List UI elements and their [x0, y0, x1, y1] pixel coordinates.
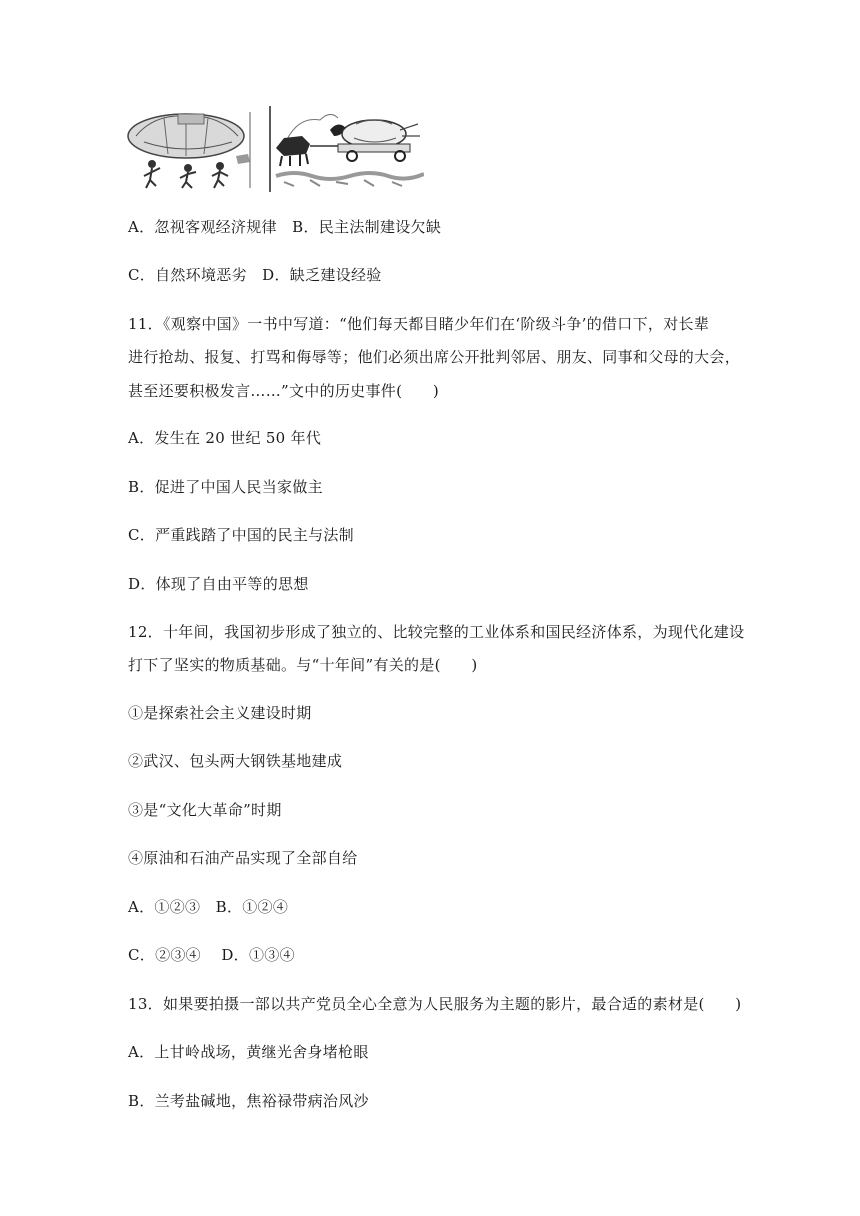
- q13-stem: 13．如果要拍摄一部以共产党员全心全意为人民服务为主题的影片，最合适的素材是( ): [128, 995, 742, 1013]
- q12-item-4: ④原油和石油产品实现了全部自给: [128, 849, 358, 867]
- q12-stem-line-2: 打下了坚实的物质基础。与“十年间”有关的是( ): [128, 656, 478, 674]
- q12-item-3: ③是“文化大革命”时期: [128, 801, 282, 819]
- q12-item-2: ②武汉、包头两大钢铁基地建成: [128, 752, 343, 770]
- oversized-harvest-cart-icon: [276, 114, 424, 186]
- q11-stem-line-1: 11．《观察中国》一书中写道：“他们每天都目睹少年们在‘阶级斗争’的借口下，对长辈: [128, 315, 710, 333]
- giant-crop-cartoon-icon: [128, 112, 250, 188]
- q11-option-c: C．严重践踏了中国的民主与法制: [128, 526, 354, 544]
- q12-options-c-d: C．②③④ D．①③④: [128, 946, 295, 964]
- q11-option-b: B．促进了中国人民当家做主: [128, 478, 323, 496]
- q13-option-a: A．上甘岭战场，黄继光舍身堵枪眼: [128, 1043, 369, 1061]
- q11-stem-line-3: 甚至还要积极发言……”文中的历史事件( ): [128, 382, 439, 400]
- q11-stem-line-2: 进行抢劫、报复、打骂和侮辱等；他们必须出席公开批判邻居、朋友、同事和父母的大会，: [128, 348, 741, 366]
- cartoon-figure: [124, 106, 424, 192]
- q12-options-a-b: A．①②③ B．①②④: [128, 898, 289, 916]
- q12-stem-line-1: 12．十年间，我国初步形成了独立的、比较完整的工业体系和国民经济体系，为现代化建设: [128, 623, 745, 641]
- q12-item-1: ①是探索社会主义建设时期: [128, 704, 312, 722]
- q10-options-a-b: A．忽视客观经济规律 B．民主法制建设欠缺: [128, 218, 442, 236]
- q11-option-d: D．体现了自由平等的思想: [128, 575, 309, 593]
- q13-option-b: B．兰考盐碱地，焦裕禄带病治风沙: [128, 1092, 369, 1110]
- q11-option-a: A．发生在 20 世纪 50 年代: [128, 429, 322, 447]
- q10-options-c-d: C．自然环境恶劣 D．缺乏建设经验: [128, 266, 382, 284]
